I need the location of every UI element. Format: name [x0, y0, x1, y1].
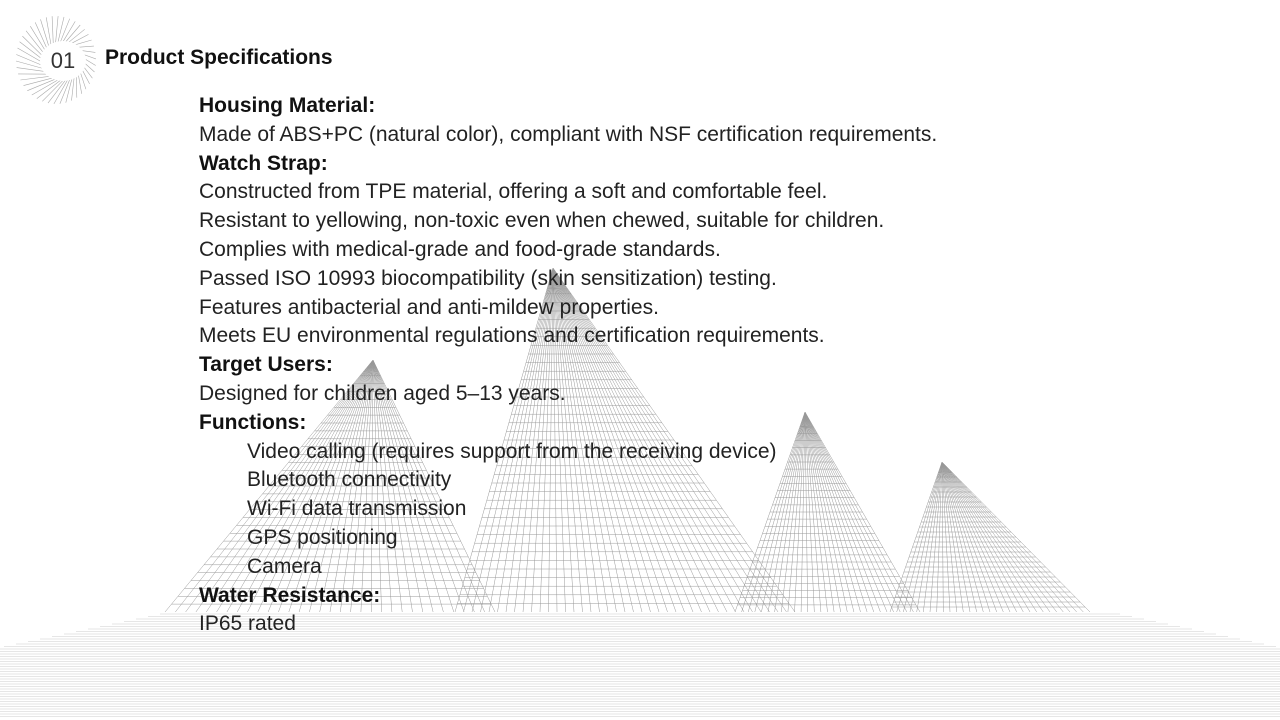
function-item: Video calling (requires support from the receiving device)	[247, 439, 777, 463]
spec-content	[199, 92, 1199, 639]
watch-strap-text: Resistant to yellowing, non-toxic even when chewed, suitable for children.	[199, 209, 885, 233]
target-users-heading: Target Users:	[199, 353, 333, 377]
water-resistance-text: IP65 rated	[199, 612, 296, 636]
function-item: Camera	[247, 554, 322, 578]
watch-strap-heading: Watch Strap:	[199, 151, 328, 175]
watch-strap-text: Meets EU environmental regulations and certification requirements.	[199, 324, 825, 348]
function-item: GPS positioning	[247, 525, 398, 549]
target-users-text: Designed for children aged 5–13 years.	[199, 381, 566, 405]
function-item: Wi-Fi data transmission	[247, 497, 467, 521]
watch-strap-text: Passed ISO 10993 biocompatibility (skin sensitization) testing.	[199, 266, 777, 290]
watch-strap-text: Complies with medical-grade and food-grade standards.	[199, 237, 721, 261]
section-number: 01	[40, 41, 86, 81]
housing-material-text: Made of ABS+PC (natural color), compliant with NSF certification requirements.	[199, 122, 938, 146]
watch-strap-text: Features antibacterial and anti-mildew properties.	[199, 295, 659, 319]
function-item: Bluetooth connectivity	[247, 468, 452, 492]
page-title: Product Specifications	[105, 46, 333, 69]
housing-material-heading: Housing Material:	[199, 94, 376, 117]
functions-heading: Functions:	[199, 410, 307, 434]
watch-strap-text: Constructed from TPE material, offering a soft and comfortable feel.	[199, 180, 828, 204]
water-resistance-heading: Water Resistance:	[199, 583, 381, 607]
